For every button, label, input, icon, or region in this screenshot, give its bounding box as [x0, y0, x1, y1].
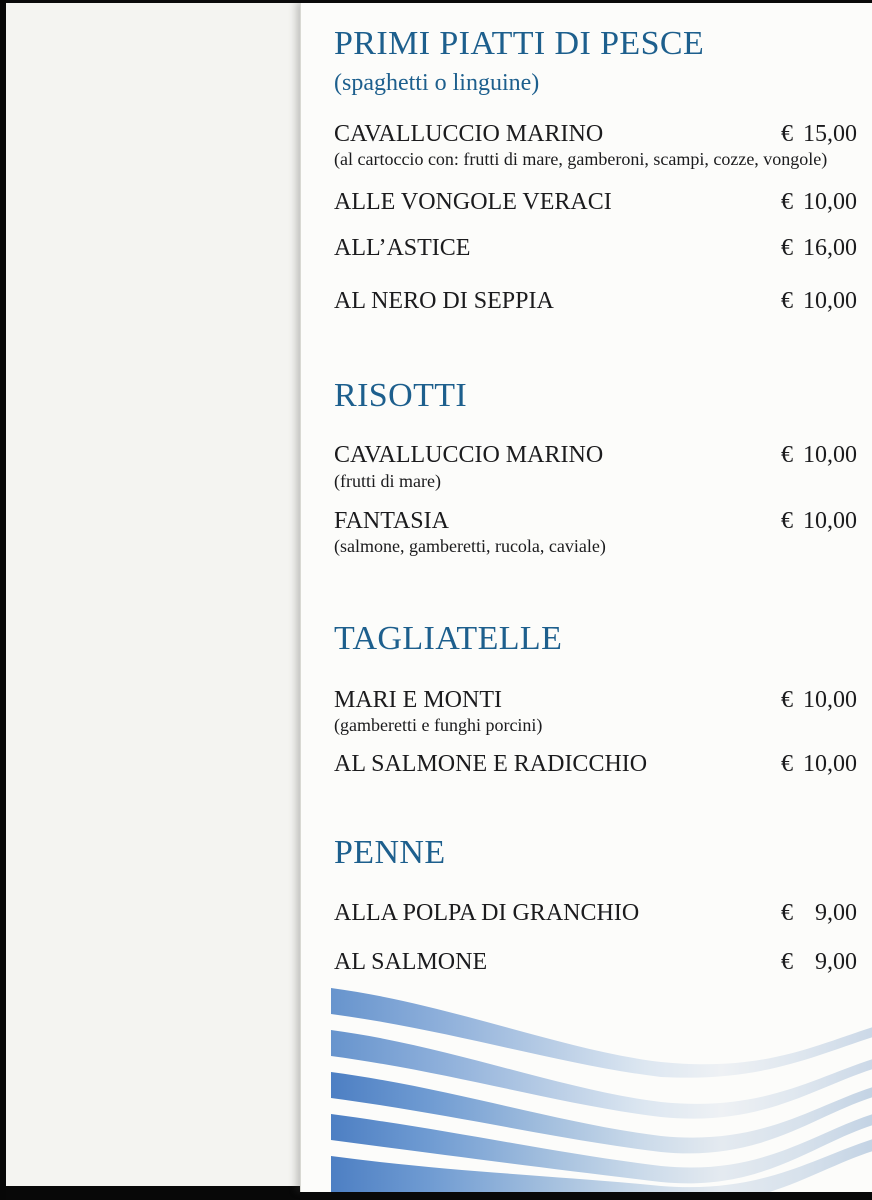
currency-symbol: € — [781, 121, 793, 147]
price-amount: 10,00 — [803, 508, 857, 534]
scan-border-top — [0, 0, 872, 3]
wave-ribbons-graphic — [331, 984, 872, 1192]
price-amount: 10,00 — [803, 687, 857, 713]
menu-item-price — [781, 900, 857, 926]
currency-symbol: € — [781, 949, 793, 975]
scan-border-bottom-right — [300, 1192, 872, 1200]
menu-item-row — [334, 235, 857, 261]
menu-item-price — [781, 508, 857, 534]
price-amount: 9,00 — [815, 949, 857, 975]
menu-item-name: CAVALLUCCIO MARINO — [334, 442, 604, 468]
section-title-risotti: RISOTTI — [334, 377, 468, 414]
menu-item-row — [334, 121, 857, 147]
price-amount: 9,00 — [815, 900, 857, 926]
menu-item-name: AL NERO DI SEPPIA — [334, 288, 554, 314]
menu-item-price — [781, 121, 857, 147]
menu-item-row — [334, 288, 857, 314]
menu-item-row — [334, 949, 857, 975]
currency-symbol: € — [781, 288, 793, 314]
currency-symbol: € — [781, 442, 793, 468]
currency-symbol: € — [781, 687, 793, 713]
menu-item-price — [781, 288, 857, 314]
menu-item-row — [334, 687, 857, 713]
menu-item-row — [334, 751, 857, 777]
price-amount: 10,00 — [803, 288, 857, 314]
menu-item-name: CAVALLUCCIO MARINO — [334, 121, 604, 147]
currency-symbol: € — [781, 751, 793, 777]
menu-item-price — [781, 235, 857, 261]
menu-item-row — [334, 442, 857, 468]
currency-symbol: € — [781, 189, 793, 215]
menu-item-name: MARI E MONTI — [334, 687, 502, 713]
section-subtitle: (spaghetti o linguine) — [334, 70, 540, 96]
menu-item-name: AL SALMONE — [334, 949, 488, 975]
currency-symbol: € — [781, 900, 793, 926]
menu-item-description: (salmone, gamberetti, rucola, caviale) — [334, 536, 606, 556]
price-amount: 15,00 — [803, 121, 857, 147]
menu-item-name: AL SALMONE E RADICCHIO — [334, 751, 648, 777]
section-title-primi-piatti: PRIMI PIATTI DI PESCE — [334, 25, 705, 62]
currency-symbol: € — [781, 235, 793, 261]
currency-symbol: € — [781, 508, 793, 534]
menu-item-row — [334, 508, 857, 534]
menu-item-price — [781, 687, 857, 713]
menu-item-name: ALLE VONGOLE VERACI — [334, 189, 612, 215]
menu-page — [300, 2, 872, 1192]
price-amount: 16,00 — [803, 235, 857, 261]
menu-item-price — [781, 442, 857, 468]
menu-item-description: (gamberetti e funghi porcini) — [334, 715, 543, 735]
menu-item-price — [781, 949, 857, 975]
menu-item-price — [781, 751, 857, 777]
menu-item-description: (al cartoccio con: frutti di mare, gamberoni, scampi, cozze, vongole) — [334, 149, 828, 169]
scan-border-left — [0, 0, 6, 1200]
menu-item-description: (frutti di mare) — [334, 471, 441, 491]
price-amount: 10,00 — [803, 751, 857, 777]
menu-item-name: FANTASIA — [334, 508, 449, 534]
price-amount: 10,00 — [803, 189, 857, 215]
menu-item-row — [334, 189, 857, 215]
menu-item-price — [781, 189, 857, 215]
section-title-penne: PENNE — [334, 834, 446, 871]
menu-item-row — [334, 900, 857, 926]
menu-item-name: ALLA POLPA DI GRANCHIO — [334, 900, 640, 926]
section-title-tagliatelle: TAGLIATELLE — [334, 620, 563, 657]
price-amount: 10,00 — [803, 442, 857, 468]
menu-item-name: ALL’ASTICE — [334, 235, 471, 261]
